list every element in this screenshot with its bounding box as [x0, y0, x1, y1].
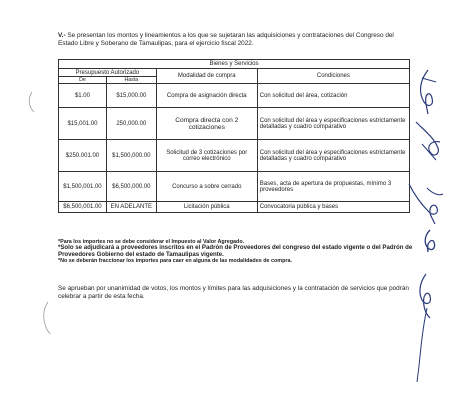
- to-cell: $1,500,000.00: [106, 140, 156, 172]
- from-cell: $1.00: [59, 84, 107, 108]
- to-cell: EN ADELANTE: [106, 202, 156, 213]
- to-header: Hasta: [106, 77, 156, 84]
- table-row: [59, 84, 410, 108]
- mode-cell: Solicitud de 3 cotizaciones por correo electrónico: [156, 140, 257, 172]
- to-cell: 250,000.00: [106, 108, 156, 140]
- mode-header: Modalidad de compra: [156, 69, 257, 84]
- mode-cell: Licitación pública: [156, 202, 257, 213]
- margin-mark: [26, 90, 36, 114]
- table-title: Bienes y Servicios: [59, 60, 410, 69]
- mode-cell: Compra directa con 2 cotizaciones: [156, 108, 257, 140]
- margin-mark: [40, 300, 52, 336]
- intro-paragraph: [58, 32, 410, 48]
- from-cell: $1,500,001.00: [59, 172, 107, 202]
- footnote: *Solo se adjudicará a proveedores inscritos en el Padrón de Proveedores del congreso del estado vigente o del Padrón de Proveedores Gobierno del estado de Tamaulipas vigente.: [58, 244, 413, 258]
- section-number: V.-: [58, 32, 66, 39]
- conditions-cell: Con solicitud del área, cotización: [257, 84, 409, 108]
- table-row: [59, 140, 410, 172]
- from-header: De: [59, 77, 107, 84]
- footnotes: [58, 239, 418, 265]
- signature-line: [411, 306, 431, 384]
- from-cell: $6,500,001.00: [59, 202, 107, 213]
- footnote: *Para los importes no se debe considerar el Impuesto al Valor Agregado.: [58, 239, 245, 245]
- procurement-table: [58, 59, 410, 213]
- from-cell: $250.001.00: [59, 140, 107, 172]
- from-cell: $15,001.00: [59, 108, 107, 140]
- footnote: *No se deberán fraccionar los importes para caer en alguna de las modalidades de compra.: [58, 258, 292, 265]
- signature-initial-4: [420, 228, 440, 256]
- table-row: [59, 202, 410, 213]
- conditions-cell: Con solicitud del área y especificaciones estrictamente detalladas y cuadro comparativo: [257, 140, 409, 172]
- to-cell: $15,000.00: [106, 84, 156, 108]
- closing-paragraph: Se aprueban por unanimidad de votos, los montos y límites para las adquisiciones y la contratación de servicios que podrán celebrar a partir de esta fecha.: [58, 285, 409, 300]
- to-cell: $6,500,000.00: [106, 172, 156, 202]
- mode-cell: Compra de asignación directa: [156, 84, 257, 108]
- conditions-cell: Bases, acta de apertura de propuestas, mínimo 3 proveedores: [257, 172, 409, 202]
- signature-initial-3: [405, 178, 445, 226]
- budget-header: Presupuesto Autorizado: [59, 69, 157, 77]
- signature-initial-1: [414, 68, 444, 116]
- table-row: [59, 172, 410, 202]
- conditions-header: Condiciones: [257, 69, 409, 84]
- table-row: [59, 108, 410, 140]
- conditions-cell: Con solicitud del área y especificaciones estrictamente detalladas y cuadro comparativo: [257, 108, 409, 140]
- intro-text: Se presentan los montos y lineamientos a los que se sujetaran las adquisiciones y contrataciones del Congreso del Estado Libre y Soberano de Tamaulipas, para el ejercicio fiscal 2022.: [58, 32, 394, 47]
- signature-initial-2: [412, 118, 444, 162]
- mode-cell: Concurso a sobre cerrado: [156, 172, 257, 202]
- conditions-cell: Convocatoria pública y bases: [257, 202, 409, 213]
